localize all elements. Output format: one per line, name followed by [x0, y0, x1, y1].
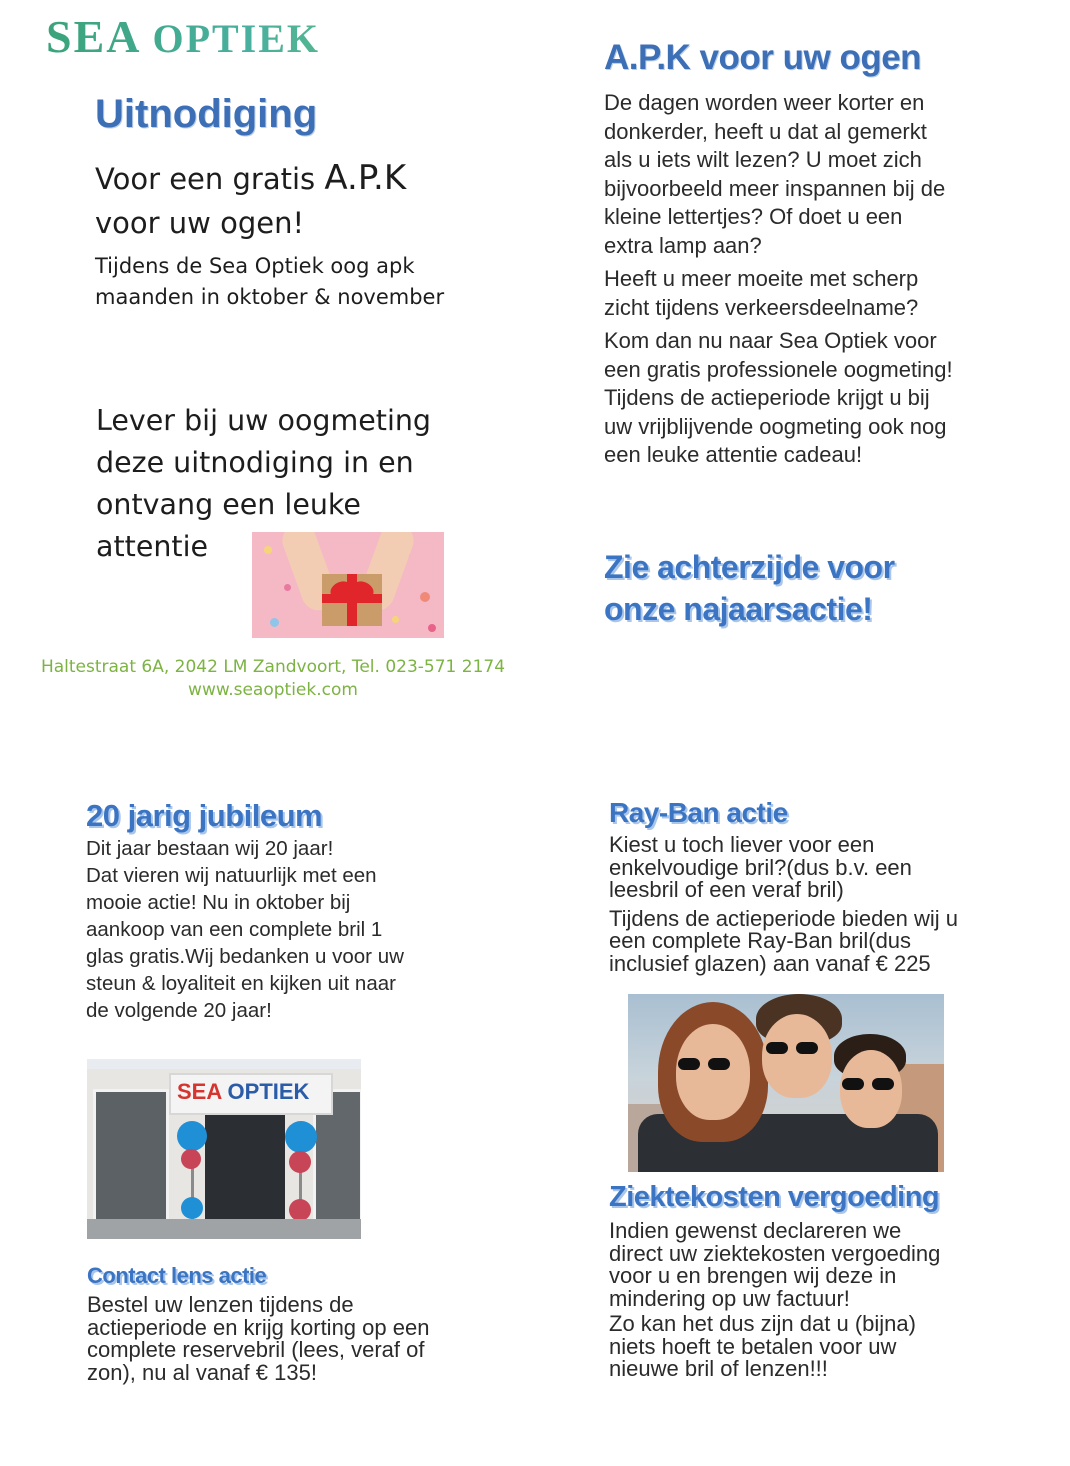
jubileum-l4: aankoop van een complete bril 1 — [86, 918, 383, 941]
rayban-p1-l2: enkelvoudige bril?(dus b.v. een — [609, 854, 912, 880]
zk-p1-l3: voor u en brengen wij deze in — [609, 1263, 897, 1288]
apk-p3-l1: Kom dan nu naar Sea Optiek voor — [604, 328, 937, 353]
storefront-photo — [87, 1059, 361, 1239]
apk-p3-l3: Tijdens de actieperiode krijgt u bij — [604, 385, 930, 410]
rayban-people-photo — [628, 994, 944, 1172]
rayban-body — [609, 834, 1029, 975]
invite-sub-2: maanden in oktober & november — [95, 285, 445, 309]
apk-p1-l3: als u iets wilt lezen? U moet zich — [604, 147, 922, 172]
apk-p1-l4: bijvoorbeeld meer inspannen bij de — [604, 175, 946, 201]
apk-body — [604, 89, 1014, 470]
contact-l3: complete reservebril (lees, veraf of — [87, 1337, 425, 1362]
invite-line-2: voor uw ogen! — [95, 206, 305, 240]
contact-l4: zon), nu al vanaf € 135! — [87, 1359, 317, 1385]
store-sign — [177, 1079, 309, 1105]
logo-text-a: SEA — [46, 11, 139, 62]
jubileum-title: 20 jarig jubileum — [86, 798, 323, 833]
store-website[interactable]: www.seaoptiek.com — [188, 680, 358, 700]
apk-p3-l4: uw vrijblijvende oogmeting ook nog — [604, 413, 947, 439]
zk-p1-l2: direct uw ziektekosten vergoeding — [609, 1240, 941, 1266]
rayban-p1-l3: leesbril of een veraf bril) — [609, 877, 844, 902]
cta-backside — [604, 546, 895, 630]
rayban-p2-l1: Tijdens de actieperiode bieden wij u — [609, 905, 958, 931]
jubileum-l2: Dat vieren wij natuurlijk met een — [86, 864, 377, 887]
gift-photo — [252, 532, 444, 638]
rayban-p2-l2: een complete Ray-Ban bril(dus — [609, 928, 912, 953]
zk-p2-l1: Zo kan het dus zijn dat u (bijna) — [609, 1311, 916, 1336]
ziektekosten-body — [609, 1220, 1029, 1381]
contact-lens-body — [87, 1294, 507, 1384]
jubileum-l6: steun & loyaliteit en kijken uit naar — [86, 972, 396, 995]
zk-p2-l3: nieuwe bril of lenzen!!! — [609, 1356, 828, 1381]
invitation-title: Uitnodiging — [95, 92, 318, 136]
sea-optiek-logo — [46, 10, 496, 70]
zk-p2-l2: niets hoeft te betalen voor uw — [609, 1333, 897, 1359]
jubileum-l1: Dit jaar bestaan wij 20 jaar! — [86, 837, 334, 860]
apk-title: A.P.K voor uw ogen — [604, 38, 922, 77]
apk-p2-l2: zicht tijdens verkeersdeelname? — [604, 294, 919, 320]
apk-p1-l5: kleine lettertjes? Of doet u een — [604, 204, 903, 229]
cta-line-1: Zie achterzijde voor — [604, 549, 895, 585]
zk-p1-l1: Indien gewenst declareren we — [609, 1218, 902, 1243]
lever-line-2: deze uitnodiging in en — [96, 446, 414, 479]
lever-line-1: Lever bij uw oogmeting — [96, 404, 432, 437]
cta-line-2: onze najaarsactie! — [604, 591, 873, 627]
contact-l1: Bestel uw lenzen tijdens de — [87, 1292, 354, 1317]
rayban-p2-l3: inclusief glazen) aan vanaf € 225 — [609, 950, 931, 976]
apk-p1-l2: donkerder, heeft u dat al gemerkt — [604, 118, 927, 144]
apk-p2-l1: Heeft u meer moeite met scherp — [604, 266, 919, 291]
jubileum-l5: glas gratis.Wij bedanken u voor uw — [86, 945, 404, 968]
apk-p3-l2: een gratis professionele oogmeting! — [604, 356, 953, 382]
invite-line-1-text: Voor een gratis — [95, 162, 325, 196]
apk-p1-l1: De dagen worden weer korter en — [604, 90, 925, 115]
lever-line-4: attentie — [96, 530, 209, 563]
jubileum-l3: mooie actie! Nu in oktober bij — [86, 891, 351, 914]
zk-p1-l4: mindering op uw factuur! — [609, 1285, 850, 1311]
store-sign-sea: SEA — [177, 1079, 222, 1104]
contact-lens-title: Contact lens actie — [87, 1263, 267, 1288]
invite-sub-1: Tijdens de Sea Optiek oog apk — [95, 254, 415, 278]
apk-p1-l6: extra lamp aan? — [604, 232, 762, 258]
invite-line-1 — [95, 158, 406, 198]
invite-apk: A.P.K — [324, 158, 407, 198]
rayban-title: Ray-Ban actie — [609, 797, 788, 828]
jubileum-l7: de volgende 20 jaar! — [86, 999, 272, 1022]
ziektekosten-title: Ziektekosten vergoeding — [609, 1181, 940, 1213]
contact-l2: actieperiode en krijg korting op een — [87, 1314, 430, 1340]
logo-text-b: OPTIEK — [152, 16, 321, 61]
store-address: Haltestraat 6A, 2042 LM Zandvoort, Tel. 023-571 2174 — [40, 657, 506, 677]
store-sign-optiek: OPTIEK — [227, 1079, 310, 1104]
apk-p3-l5: een leuke attentie cadeau! — [604, 442, 863, 467]
rayban-p1-l1: Kiest u toch liever voor een — [609, 832, 875, 857]
lever-line-3: ontvang een leuke — [96, 488, 361, 521]
jubileum-body — [86, 835, 486, 1024]
